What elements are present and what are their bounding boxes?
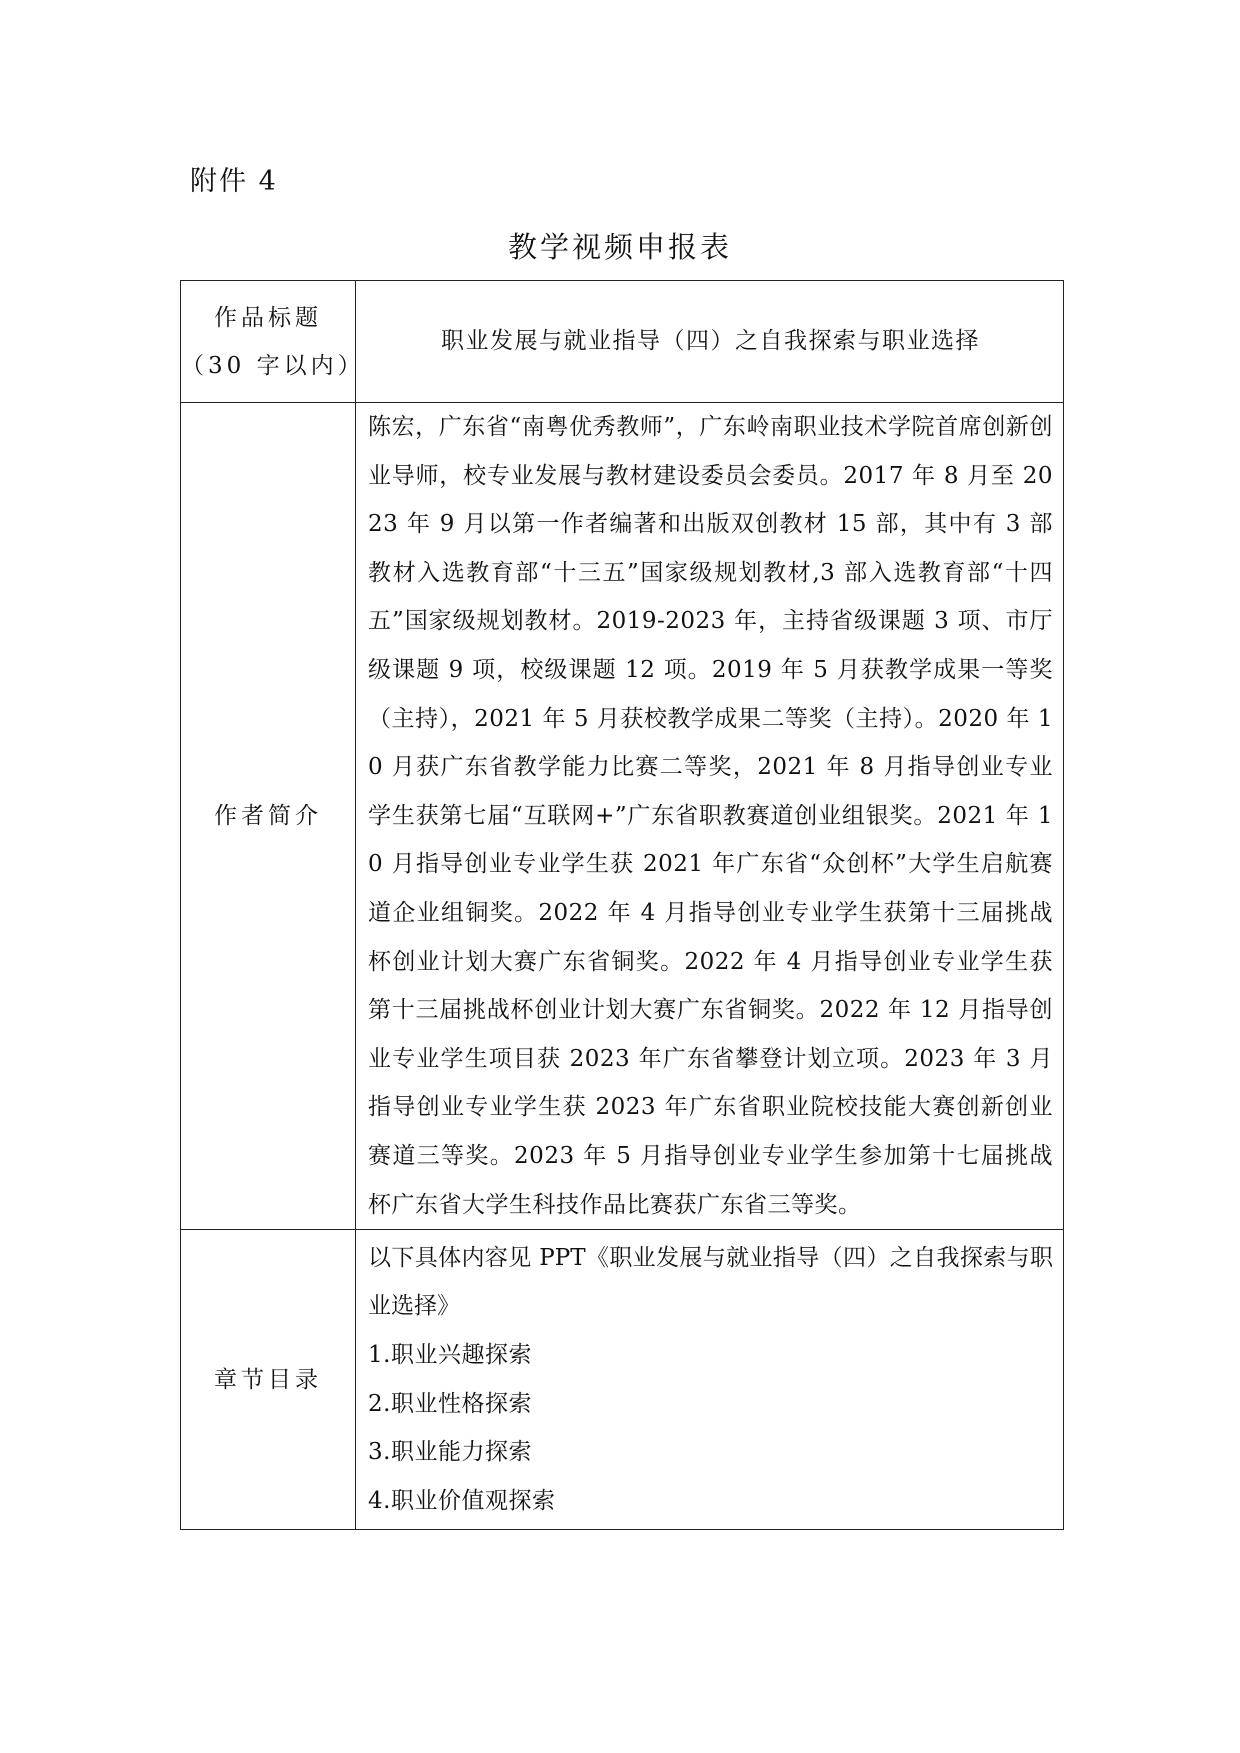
toc-label: 章节目录 xyxy=(214,1366,322,1393)
author-bio-text: 陈宏，广东省“南粤优秀教师”，广东岭南职业技术学院首席创新创业导师，校专业发展与教材建设委员会委员。2017 年 8 月至 2023 年 9 月以第一作者编著和出版双创教材 15 部，其中有 3 部教材入选教育部“十三五”国家级规划教材,3 部入选教育部“十四五”国家级规划教材。2019-2023 年，主持省级课题 3 项、市厅级课题 9 项，校级课题 12 项。2019 年 5 月获教学成果一等奖（主持），2021 年 5 月获校教学成果二等奖（主持）。2020 年 10 月获广东省教学能力比赛二等奖，2021 年 8 月指导创业专业学生获第七届“互联网+”广东省职教赛道创业组银奖。2021 年 10 月指导创业专业学生获 2021 年广东省“众创杯”大学生启航赛道企业组铜奖。2022 年 4 月指导创业专业学生获第十三届挑战杯创业计划大赛广东省铜奖。2022 年 4 月指导创业专业学生获第十三届挑战杯创业计划大赛广东省铜奖。2022 年 12 月指导创业专业学生项目获 2023 年广东省攀登计划立项。2023 年 3 月指导创业专业学生获 2023 年广东省职业院校技能大赛创新创业赛道三等奖。2023 年 5 月指导创业专业学生参加第十七届挑战杯广东省大学生科技作品比赛获广东省三等奖。 xyxy=(368,414,1053,1218)
author-row xyxy=(181,403,1064,1230)
toc-item-personality: 2.职业性格探索 xyxy=(368,1390,532,1417)
author-bio-cell xyxy=(356,403,1064,1230)
application-form-table xyxy=(180,280,1064,1530)
title-row xyxy=(181,281,1064,403)
author-label: 作者简介 xyxy=(214,803,322,830)
toc-label-cell xyxy=(181,1230,356,1530)
author-label-cell xyxy=(181,403,356,1230)
document-title: 教学视频申报表 xyxy=(507,230,732,264)
title-label-note: （30 字以内） xyxy=(181,352,365,379)
toc-row xyxy=(181,1230,1064,1530)
toc-item-values: 4.职业价值观探索 xyxy=(368,1487,556,1514)
title-label-cell xyxy=(181,281,365,403)
toc-intro: 以下具体内容见 PPT《职业发展与就业指导（四）之自我探索与职业选择》 xyxy=(368,1244,1053,1320)
title-label: 作品标题 xyxy=(214,304,322,331)
attachment-label: 附件 4 xyxy=(190,166,278,197)
toc-item-ability: 3.职业能力探索 xyxy=(368,1439,532,1466)
toc-content-cell xyxy=(356,1230,1064,1530)
toc-item-interest: 1.职业兴趣探索 xyxy=(368,1342,532,1368)
work-title-value: 职业发展与就业指导（四）之自我探索与职业选择 xyxy=(441,328,980,355)
title-value-cell xyxy=(356,281,1064,403)
